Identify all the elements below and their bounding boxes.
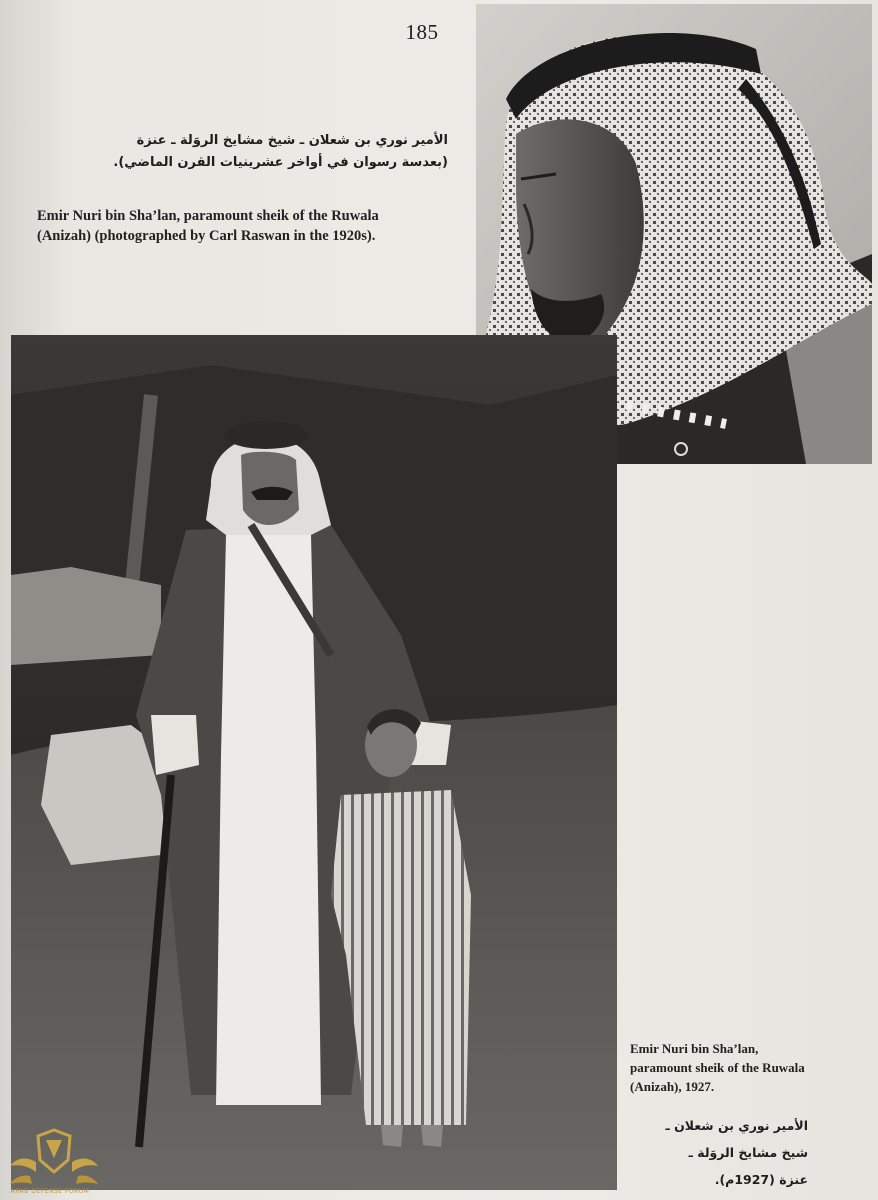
caption-bottom-english-line1: Emir Nuri bin Sha’lan,: [630, 1041, 759, 1056]
caption-bottom-english-line2: paramount sheik of the Ruwala: [630, 1060, 805, 1075]
caption-bottom-arabic-line1: الأمير نوري بن شعلان ـ: [665, 1118, 808, 1133]
page-number: 185: [405, 20, 439, 44]
caption-bottom-arabic-line3: عنزة (1927م).: [714, 1172, 808, 1187]
caption-top-arabic-line1: الأمير نوري بن شعلان ـ شيخ مشايخ الروَلة ـ عنزة: [136, 133, 448, 148]
caption-bottom-english-line3: (Anizah), 1927.: [630, 1079, 715, 1094]
caption-top-arabic-line2: (بعدسة رسوان في أواخر عشرينيات القرن الماضي).: [113, 155, 448, 170]
caption-top-english: [37, 206, 457, 246]
emir-with-child-photo: [11, 335, 617, 1190]
watermark-text: ARAB DEFENSE FORUM: [10, 1188, 90, 1195]
winged-shield-emblem-icon: [8, 1120, 100, 1198]
caption-bottom-english: [630, 1039, 845, 1096]
caption-top-english-line2: (Anizah) (photographed by Carl Raswan in the 1920s).: [37, 228, 376, 244]
caption-bottom-arabic: [630, 1112, 808, 1193]
caption-top-english-line1: Emir Nuri bin Sha’lan, paramount sheik of the Ruwala: [37, 208, 379, 224]
caption-top-arabic: [60, 130, 448, 174]
caption-bottom-arabic-line2: شيخ مشايخ الروَلة ـ: [688, 1145, 808, 1160]
